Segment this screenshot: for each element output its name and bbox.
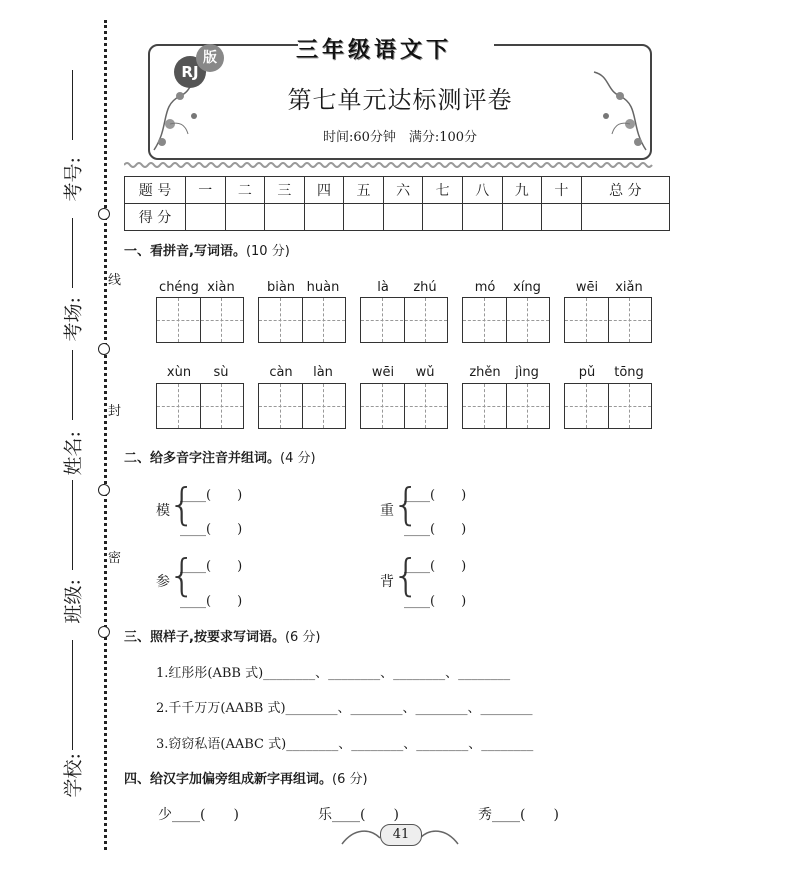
edition-suffix: 版 (196, 44, 224, 72)
score-row-label: 得 分 (125, 204, 186, 231)
writing-grid[interactable] (360, 297, 448, 343)
edition-badge: RJ (174, 56, 206, 88)
school-line[interactable] (72, 640, 73, 750)
brace-icon: { (168, 550, 196, 601)
writing-grid[interactable] (564, 383, 652, 429)
section-1-title (124, 240, 290, 259)
pinyin-syllable: huàn (306, 280, 340, 295)
score-cell[interactable] (383, 204, 423, 231)
polyphone-blank[interactable]: ____( ) (404, 559, 467, 574)
score-cell[interactable] (542, 204, 582, 231)
section-4-points: (6 分) (332, 772, 368, 787)
pinyin-syllable: biàn (266, 280, 296, 295)
section-4-title-text: 四、给汉字加偏旁组成新字再组词。 (124, 772, 333, 787)
pinyin-syllable: zhú (413, 280, 437, 295)
score-header-cell: 三 (265, 177, 305, 204)
page-number: 41 (380, 824, 422, 846)
pinyin-label (258, 365, 346, 380)
score-header-cell: 八 (462, 177, 502, 204)
section-1-title-text: 一、看拼音,写词语。 (124, 244, 246, 259)
writing-grid[interactable] (564, 297, 652, 343)
brace-icon: { (392, 550, 420, 601)
polyphone-blank[interactable]: ____( ) (180, 594, 243, 609)
exam-time-info: 时间:60分钟 满分:100分 (322, 130, 478, 145)
pinyin-label (360, 280, 448, 295)
page-title: 第七单元达标测评卷 (287, 86, 513, 114)
score-header-cell: 十 (542, 177, 582, 204)
polyphone-blank[interactable]: ____( ) (180, 488, 243, 503)
exam-room-line[interactable] (72, 218, 73, 288)
polyphone-blank[interactable]: ____( ) (404, 522, 467, 537)
writing-grid[interactable] (156, 383, 244, 429)
score-header-cell: 题 号 (125, 177, 186, 204)
polyphone-blank[interactable]: ____( ) (180, 522, 243, 537)
score-header-cell: 七 (423, 177, 463, 204)
writing-grid[interactable] (462, 383, 550, 429)
writing-grid[interactable] (462, 297, 550, 343)
score-cell[interactable] (304, 204, 344, 231)
name-line[interactable] (72, 350, 73, 420)
pinyin-syllable: zhěn (469, 365, 501, 380)
pinyin-label (156, 365, 244, 380)
pinyin-syllable: wēi (371, 365, 395, 380)
binding-hole (98, 484, 110, 496)
score-cell[interactable] (186, 204, 226, 231)
pinyin-syllable: pǔ (578, 365, 596, 380)
pinyin-syllable: mó (474, 280, 496, 295)
score-cell[interactable] (344, 204, 384, 231)
pinyin-syllable: xíng (513, 280, 541, 295)
score-header-cell: 二 (225, 177, 265, 204)
score-cell[interactable] (225, 204, 265, 231)
score-header-cell: 九 (502, 177, 542, 204)
pinyin-syllable: tōng (614, 365, 644, 380)
polyphone-blank[interactable]: ____( ) (404, 594, 467, 609)
pinyin-syllable: là (377, 280, 389, 295)
score-table-score-row (125, 204, 670, 231)
pinyin-syllable: xùn (166, 365, 192, 380)
score-header-cell: 一 (186, 177, 226, 204)
score-cell[interactable] (462, 204, 502, 231)
radical-item[interactable]: 少____( ) (158, 807, 239, 823)
polyphone-char: 重 (380, 503, 394, 519)
radical-item[interactable]: 乐____( ) (318, 807, 399, 823)
pinyin-syllable: càn (269, 365, 293, 380)
word-pattern-item[interactable]: 1.红彤彤(ABB 式)________、________、________、________ (156, 666, 511, 681)
section-2-title (124, 447, 316, 466)
name-label: 姓名: (62, 431, 85, 476)
pinyin-label (258, 280, 346, 295)
seal-word-seal: 封 (108, 404, 122, 419)
brace-icon: { (392, 479, 420, 530)
score-cell[interactable] (423, 204, 463, 231)
school-label: 学校: (62, 753, 85, 798)
polyphone-blank[interactable]: ____( ) (404, 488, 467, 503)
score-cell[interactable] (581, 204, 669, 231)
score-cell[interactable] (265, 204, 305, 231)
binding-hole (98, 343, 110, 355)
pinyin-syllable: wēi (575, 280, 599, 295)
polyphone-char: 背 (380, 574, 394, 590)
seal-word-line: 线 (108, 273, 122, 288)
section-3-title-text: 三、照样子,按要求写词语。 (124, 630, 285, 645)
pinyin-syllable: chéng (159, 280, 199, 295)
pinyin-syllable: xiàn (207, 280, 235, 295)
class-label: 班级: (62, 579, 85, 624)
brace-icon: { (168, 479, 196, 530)
score-cell[interactable] (502, 204, 542, 231)
score-table (124, 176, 670, 231)
score-table-header-row (125, 177, 670, 204)
binding-dotted-line (104, 20, 107, 850)
seal-word-secret: 密 (108, 551, 122, 566)
score-header-cell: 六 (383, 177, 423, 204)
pinyin-label (564, 365, 652, 380)
pinyin-syllable: wǔ (415, 365, 435, 380)
score-header-cell: 四 (304, 177, 344, 204)
pinyin-label (360, 365, 448, 380)
section-1-points: (10 分) (245, 244, 290, 259)
binding-hole (98, 626, 110, 638)
section-3-title (124, 626, 321, 645)
writing-grid[interactable] (258, 297, 346, 343)
pinyin-label (462, 365, 550, 380)
section-2-title-text: 二、给多音字注音并组词。 (124, 451, 281, 466)
binding-hole (98, 208, 110, 220)
pinyin-syllable: jìng (515, 365, 539, 380)
radical-item[interactable]: 秀____( ) (478, 807, 559, 823)
exam-room-label: 考场: (62, 297, 85, 342)
pinyin-label (156, 280, 244, 295)
pinyin-label (564, 280, 652, 295)
polyphone-char: 模 (156, 503, 170, 519)
pinyin-syllable: làn (313, 365, 333, 380)
exam-number-label: 考号: (62, 157, 85, 202)
word-pattern-item[interactable]: 2.千千万万(AABB 式)________、________、________、________ (156, 701, 533, 716)
writing-grid[interactable] (258, 383, 346, 429)
word-pattern-item[interactable]: 3.窃窃私语(AABC 式)________、________、________、________ (156, 737, 534, 752)
exam-number-line[interactable] (72, 70, 73, 140)
section-2-points: (4 分) (280, 451, 316, 466)
pinyin-label (462, 280, 550, 295)
class-line[interactable] (72, 480, 73, 570)
pinyin-syllable: xiǎn (615, 280, 643, 295)
score-header-cell: 总 分 (581, 177, 669, 204)
score-header-cell: 五 (344, 177, 384, 204)
polyphone-blank[interactable]: ____( ) (180, 559, 243, 574)
section-3-points: (6 分) (284, 630, 321, 645)
writing-grid[interactable] (156, 297, 244, 343)
polyphone-char: 参 (156, 574, 170, 590)
wavy-divider (124, 160, 670, 170)
writing-grid[interactable] (360, 383, 448, 429)
grade-title: 三年级语文下 (296, 37, 453, 63)
section-4-title (124, 768, 368, 787)
pinyin-syllable: sù (213, 365, 229, 380)
